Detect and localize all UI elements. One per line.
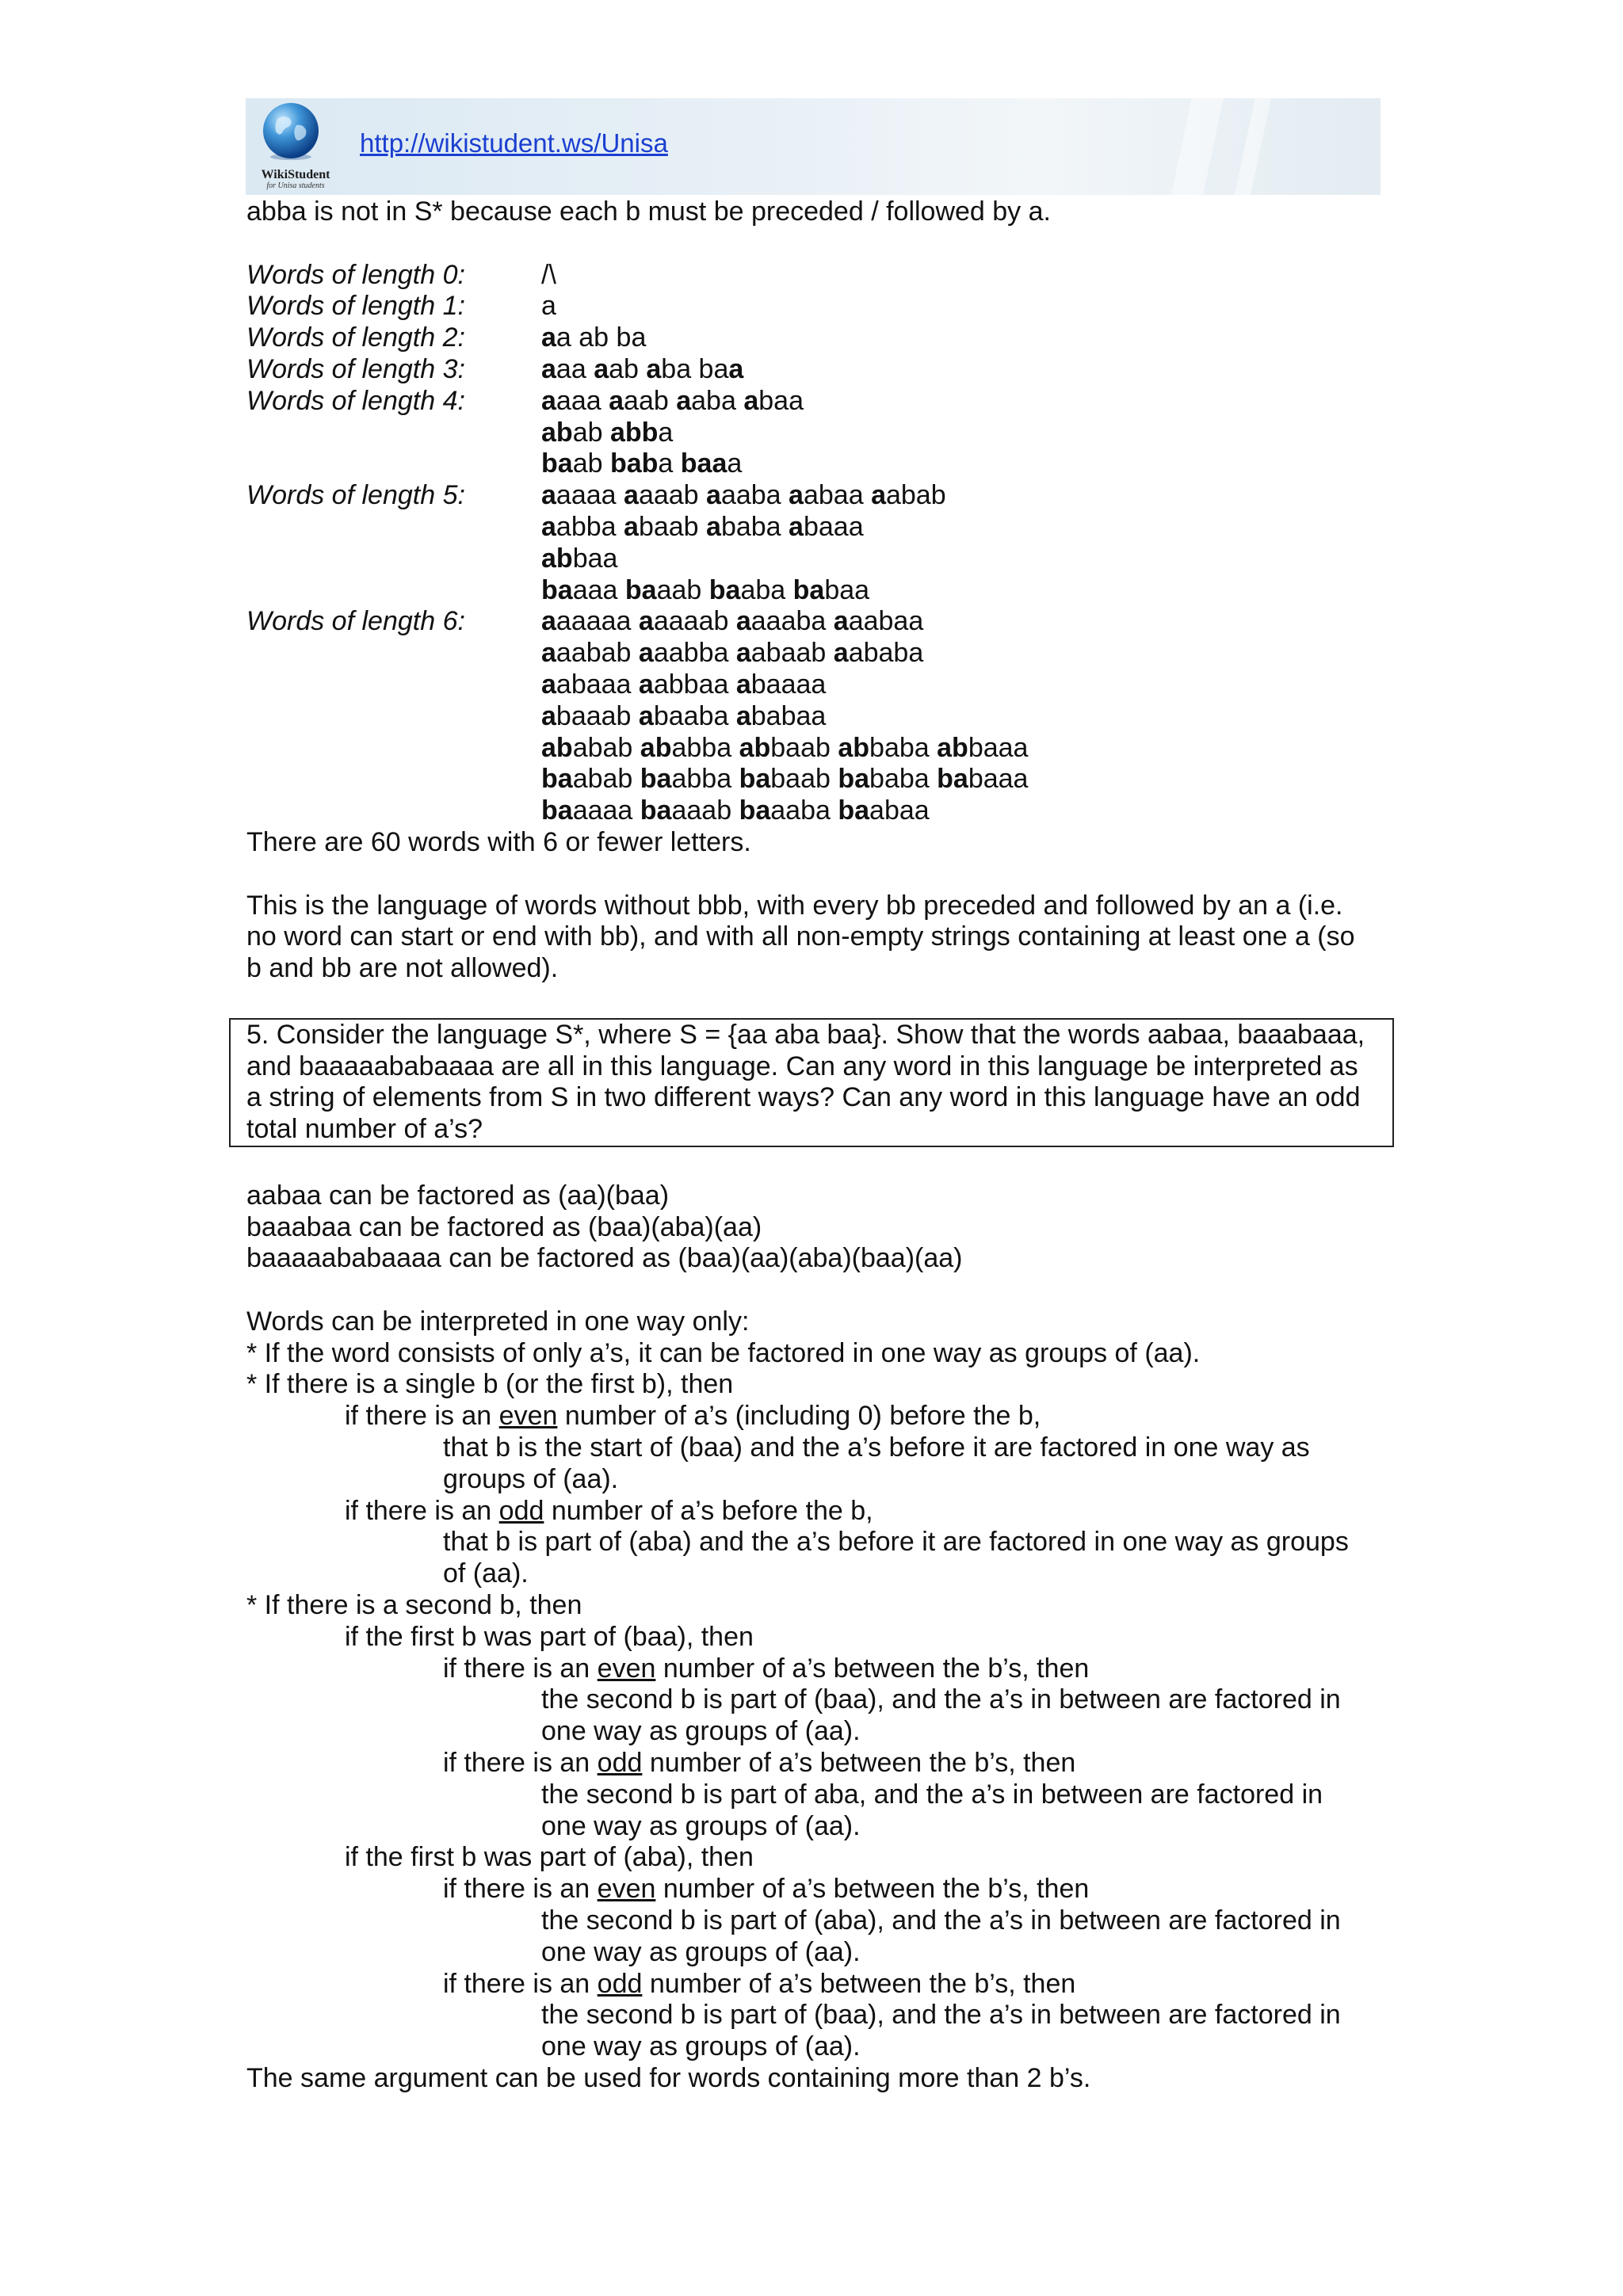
words-row: [246, 795, 1388, 827]
word-list: a: [541, 291, 556, 322]
argument-line: the second b is part of (baa), and the a’s in between are factored in: [541, 1684, 1341, 1715]
words-row: [246, 512, 1388, 543]
words-row: [246, 669, 1388, 701]
header-decoration: [1230, 98, 1274, 195]
words-row: [246, 638, 1388, 669]
argument-line: if the first b was part of (baa), then: [345, 1621, 754, 1652]
word-list: /\: [541, 259, 556, 290]
word-list: aaaaa aaaab aaaba aabaa aabab: [541, 480, 946, 511]
factoring-line: baaabaa can be factored as (baa)(aba)(aa): [246, 1211, 762, 1242]
words-row: [246, 701, 1388, 733]
argument-line: Words can be interpreted in one way only:: [246, 1306, 750, 1337]
word-list: aaa aab aba baa: [541, 353, 744, 384]
page-header: [246, 98, 1381, 195]
factoring-line: aabaa can be factored as (aa)(baa): [246, 1180, 670, 1211]
argument-line: that b is the start of (baa) and the a’s before it are factored in one way as: [443, 1432, 1310, 1463]
word-list: baaaaa baaaab baaaba baabaa: [541, 795, 930, 826]
argument-line: if there is an even number of a’s between the b’s, then: [443, 1653, 1090, 1684]
words-table: [246, 260, 1388, 827]
argument-line: groups of (aa).: [443, 1463, 619, 1494]
word-length-label: Words of length 2:: [246, 322, 465, 353]
word-list: baaaa baaab baaba babaa: [541, 574, 870, 605]
intro-line: abba is not in S* because each b must be preceded / followed by a.: [246, 196, 1051, 227]
word-length-label: [246, 701, 541, 733]
argument-line: if the first b was part of (aba), then: [345, 1842, 754, 1873]
logo-tagline: for Unisa students: [266, 181, 325, 190]
argument-line: the second b is part of (aba), and the a’s in between are factored in: [541, 1905, 1341, 1936]
argument-line: that b is part of (aba) and the a’s before it are factored in one way as groups: [443, 1527, 1349, 1558]
description-line: b and bb are not allowed).: [246, 953, 559, 984]
argument-line: one way as groups of (aa).: [541, 2031, 861, 2062]
word-length-label: [246, 543, 541, 575]
words-row: [246, 733, 1388, 765]
word-length-label: Words of length 3:: [246, 353, 465, 384]
description-line: no word can start or end with bb), and with all non-empty strings containing at least one a (so: [246, 921, 1355, 952]
argument-line: * If there is a single b (or the first b), then: [246, 1369, 734, 1400]
word-length-label: [246, 638, 541, 669]
argument-line: one way as groups of (aa).: [541, 1716, 861, 1747]
words-row: [246, 543, 1388, 575]
words-row: [246, 764, 1388, 795]
word-list: baab baba baaa: [541, 448, 743, 479]
header-decoration: [1167, 98, 1227, 195]
words-row: [246, 418, 1388, 449]
globe-logo-icon: [262, 101, 320, 160]
word-length-label: Words of length 6:: [246, 606, 465, 637]
word-length-label: [246, 418, 541, 449]
question-box: [229, 1018, 1394, 1147]
argument-list: [246, 1306, 1388, 2095]
argument-line: of (aa).: [443, 1558, 529, 1589]
argument-line: if there is an odd number of a’s between the b’s, then: [443, 1748, 1076, 1779]
word-length-label: [246, 512, 541, 543]
question-line: total number of a’s?: [246, 1114, 483, 1145]
words-row: [246, 322, 1388, 354]
argument-line: the second b is part of (baa), and the a’s in between are factored in: [541, 2000, 1341, 2031]
words-row: [246, 448, 1388, 480]
document-body: [246, 196, 1388, 2095]
word-list: abaaab abaaba ababaa: [541, 700, 827, 731]
words-row: [246, 575, 1388, 607]
words-row: [246, 386, 1388, 418]
argument-line: if there is an even number of a’s between the b’s, then: [443, 1874, 1090, 1905]
logo-name: WikiStudent: [261, 168, 330, 181]
words-row: [246, 606, 1388, 638]
word-length-label: [246, 669, 541, 701]
argument-line: * If there is a second b, then: [246, 1590, 582, 1621]
question-line: a string of elements from S in two different ways? Can any word in this language have an odd: [246, 1082, 1361, 1113]
argument-line: one way as groups of (aa).: [541, 1810, 861, 1841]
wikistudent-link[interactable]: http://wikistudent.ws/Unisa: [360, 128, 668, 158]
word-list: aaabab aaabba aabaab aababa: [541, 638, 924, 669]
word-list: aabba abaab ababa abaaa: [541, 511, 864, 542]
word-list: aa ab ba: [541, 322, 647, 353]
factoring-line: baaaaababaaaa can be factored as (baa)(aa)(aba)(baa)(aa): [246, 1243, 963, 1274]
words-row: [246, 354, 1388, 386]
word-length-label: Words of length 0:: [246, 259, 465, 290]
word-length-label: [246, 764, 541, 795]
argument-line: the second b is part of aba, and the a’s in between are factored in: [541, 1779, 1323, 1810]
word-list: abbaa: [541, 543, 618, 574]
word-length-label: [246, 575, 541, 607]
words-row: [246, 480, 1388, 512]
words-row: [246, 291, 1388, 322]
word-list: aaaa aaab aaba abaa: [541, 385, 804, 416]
argument-line: if there is an even number of a’s (including 0) before the b,: [345, 1401, 1041, 1432]
word-list: baabab baabba babaab bababa babaaa: [541, 764, 1029, 795]
description-line: This is the language of words without bbb, with every bb preceded and followed by an a (i.e.: [246, 890, 1343, 921]
word-length-label: Words of length 5:: [246, 480, 465, 511]
count-line: There are 60 words with 6 or fewer letters.: [246, 826, 751, 857]
word-length-label: [246, 733, 541, 765]
word-list: aabaaa aabbaa abaaaa: [541, 669, 827, 700]
argument-line: if there is an odd number of a’s before the b,: [345, 1495, 873, 1526]
word-list: abab abba: [541, 417, 674, 448]
question-line: 5. Consider the language S*, where S = {aa aba baa}. Show that the words aabaa, baaabaaa,: [246, 1019, 1365, 1050]
word-length-label: [246, 795, 541, 827]
question-line: and baaaaababaaaa are all in this language. Can any word in this language be interpreted as: [246, 1051, 1358, 1081]
word-list: aaaaaa aaaaab aaaaba aaabaa: [541, 606, 924, 637]
argument-line: if there is an odd number of a’s between the b’s, then: [443, 1968, 1076, 1999]
words-row: [246, 260, 1388, 292]
argument-line: one way as groups of (aa).: [541, 1936, 861, 1967]
word-length-label: [246, 448, 541, 480]
word-length-label: Words of length 1:: [246, 291, 465, 322]
word-list: ababab ababba abbaab abbaba abbaaa: [541, 732, 1029, 763]
argument-line: * If the word consists of only a’s, it can be factored in one way as groups of (aa).: [246, 1337, 1201, 1368]
word-length-label: Words of length 4:: [246, 385, 465, 416]
argument-line: The same argument can be used for words containing more than 2 b’s.: [246, 2063, 1091, 2094]
